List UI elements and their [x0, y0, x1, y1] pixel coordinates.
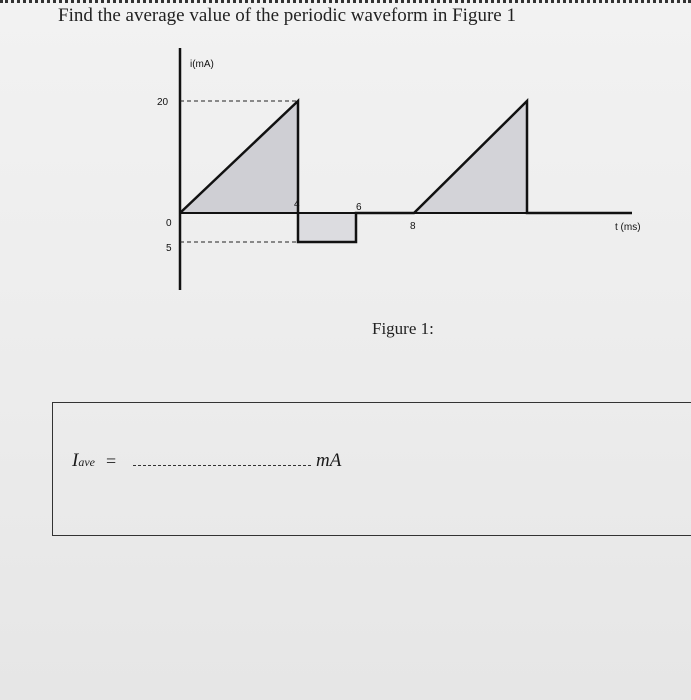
- answer-box: [52, 402, 691, 536]
- y-axis-label: i(mA): [190, 59, 214, 70]
- negative-pulse-area: [298, 213, 356, 242]
- x-tick-6: 6: [356, 202, 362, 213]
- average-current-label: [72, 450, 95, 472]
- y-tick-20: 20: [157, 97, 169, 108]
- answer-blank[interactable]: [133, 465, 311, 466]
- question-text: Find the average value of the periodic waveform in Figure 1: [58, 5, 516, 26]
- equals-sign: =: [106, 451, 117, 471]
- figure-caption: Figure 1:: [372, 319, 434, 338]
- average-current-symbol: I: [72, 450, 79, 471]
- y-tick-0: 0: [166, 218, 172, 229]
- y-tick-5: 5: [166, 243, 172, 254]
- x-axis-label: t (ms): [615, 222, 641, 233]
- average-current-subscript: ave: [78, 455, 95, 469]
- answer-unit: mA: [316, 450, 342, 471]
- x-tick-8: 8: [410, 221, 416, 232]
- x-tick-4: 4: [294, 199, 300, 210]
